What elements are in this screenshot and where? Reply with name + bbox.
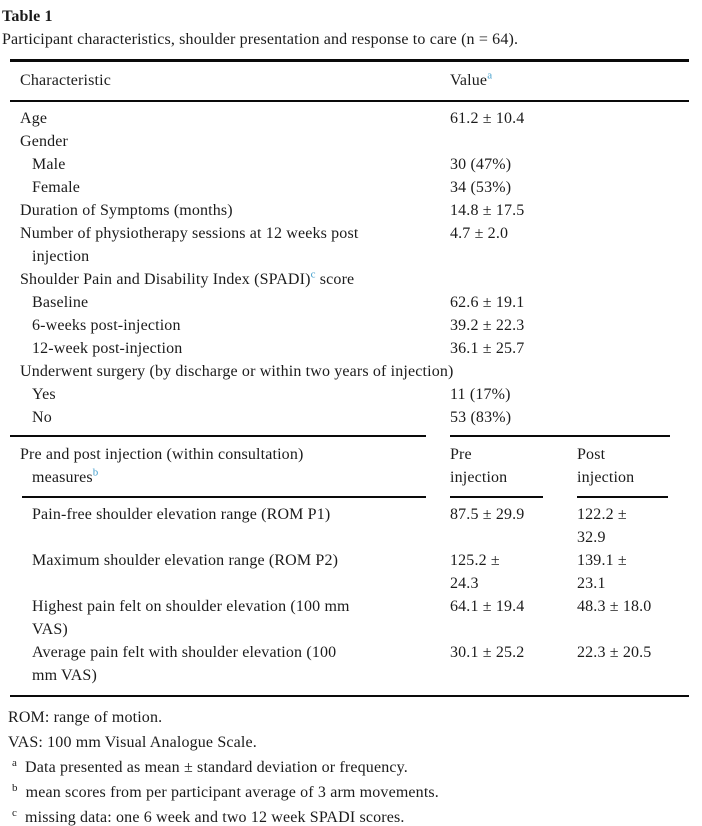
row-value-pre: 125.2 ± 24.3 bbox=[450, 551, 500, 592]
table-footnotes bbox=[8, 705, 702, 826]
table-header-row bbox=[10, 62, 689, 100]
row-label: No bbox=[32, 408, 52, 426]
row-value-pre: 30.1 ± 25.2 bbox=[450, 643, 525, 661]
row-label: Age bbox=[20, 109, 48, 127]
footnote-marker-b: b bbox=[12, 781, 18, 794]
table-row-rom-p2 bbox=[10, 549, 689, 595]
row-value: 14.8 ± 17.5 bbox=[450, 201, 525, 219]
footnote-b bbox=[12, 780, 702, 805]
column-header-value-label: Value bbox=[450, 71, 488, 89]
section2-header-text: Pre and post injection (within consultation) measures bbox=[20, 445, 304, 486]
row-value-post: 139.1 ± 23.1 bbox=[577, 551, 627, 592]
footnote-rom: ROM: range of motion. bbox=[8, 709, 163, 726]
table-row-surgery-no bbox=[10, 406, 689, 429]
table-row-spadi bbox=[10, 268, 689, 291]
rule-bottom bbox=[10, 695, 689, 698]
row-value-pre: 87.5 ± 29.9 bbox=[450, 505, 525, 523]
row-value: 53 (83%) bbox=[450, 408, 512, 426]
row-label: Female bbox=[32, 178, 80, 196]
section2-header-label bbox=[10, 443, 450, 489]
row-value: 62.6 ± 19.1 bbox=[450, 293, 525, 311]
footnote-c bbox=[12, 805, 702, 826]
column-header-characteristic-label: Characteristic bbox=[20, 71, 111, 89]
row-value: 36.1 ± 25.7 bbox=[450, 339, 525, 357]
row-label: Maximum shoulder elevation range (ROM P2) bbox=[32, 551, 339, 569]
row-label: Baseline bbox=[32, 293, 89, 311]
row-value-pre: 64.1 ± 19.4 bbox=[450, 597, 525, 615]
footnote-ref-b[interactable]: b bbox=[92, 466, 99, 479]
row-label: Duration of Symptoms (months) bbox=[20, 201, 233, 219]
row-label: 6-weeks post-injection bbox=[32, 316, 181, 334]
row-label-text: Shoulder Pain and Disability Index (SPADI) bbox=[20, 270, 311, 288]
row-label: Male bbox=[32, 155, 66, 173]
footnote-ref-a[interactable]: a bbox=[487, 69, 493, 82]
section1-body bbox=[10, 102, 689, 435]
table-caption: Participant characteristics, shoulder presentation and response to care (n = 64). bbox=[2, 31, 519, 48]
row-label: Pain-free shoulder elevation range (ROM P1) bbox=[32, 505, 331, 523]
footnote-vas: VAS: 100 mm Visual Analogue Scale. bbox=[8, 734, 257, 751]
footnote-ref-c[interactable]: c bbox=[310, 268, 316, 281]
table-row-spadi-12wk bbox=[10, 337, 689, 360]
row-label: Average pain felt with shoulder elevation (100 mm VAS) bbox=[32, 643, 337, 684]
table-row-spadi-baseline bbox=[10, 291, 689, 314]
footnote-b-text: mean scores from per participant average of 3 arm movements. bbox=[25, 784, 439, 801]
table-row-highest-pain bbox=[10, 595, 689, 641]
row-value: 39.2 ± 22.3 bbox=[450, 316, 525, 334]
row-value: 11 (17%) bbox=[450, 385, 511, 403]
footnote-marker-a: a bbox=[12, 756, 18, 769]
table-row-physio-sessions bbox=[10, 222, 689, 268]
footnote-marker-c: c bbox=[12, 806, 18, 819]
column-header-value bbox=[450, 69, 689, 92]
row-value: 4.7 ± 2.0 bbox=[450, 224, 509, 242]
row-value: 30 (47%) bbox=[450, 155, 512, 173]
row-value-post: 48.3 ± 18.0 bbox=[577, 597, 652, 615]
column-header-pre-injection: Pre injection bbox=[450, 445, 508, 486]
row-value-post: 122.2 ± 32.9 bbox=[577, 505, 627, 546]
row-value: 61.2 ± 10.4 bbox=[450, 109, 525, 127]
table bbox=[10, 59, 689, 697]
rule-mid bbox=[10, 435, 689, 437]
table-row-spadi-6wk bbox=[10, 314, 689, 337]
table-row-gender bbox=[10, 130, 689, 153]
row-label: Underwent surgery (by discharge or within two years of injection) bbox=[20, 362, 454, 380]
row-label bbox=[10, 268, 450, 291]
table-row-duration bbox=[10, 199, 689, 222]
table-caption-block bbox=[2, 0, 702, 51]
row-value-post: 22.3 ± 20.5 bbox=[577, 643, 652, 661]
footnote-a-text: Data presented as mean ± standard deviation or frequency. bbox=[25, 759, 408, 776]
column-header-characteristic bbox=[10, 69, 450, 92]
footnote-c-text: missing data: one 6 week and two 12 week SPADI scores. bbox=[25, 809, 405, 826]
table-row-rom-p1 bbox=[10, 503, 689, 549]
table-row-male bbox=[10, 153, 689, 176]
column-header-post-injection: Post injection bbox=[577, 445, 635, 486]
rule-under-section2-header bbox=[10, 496, 689, 498]
row-label: Number of physiotherapy sessions at 12 weeks post injection bbox=[20, 224, 359, 265]
table-row-surgery-yes bbox=[10, 383, 689, 406]
row-label: 12-week post-injection bbox=[32, 339, 183, 357]
table-row-average-pain bbox=[10, 641, 689, 687]
section2-header-row bbox=[10, 437, 689, 496]
row-value: 34 (53%) bbox=[450, 178, 512, 196]
row-label: Gender bbox=[20, 132, 68, 150]
table-row-age bbox=[10, 107, 689, 130]
section2-body bbox=[10, 498, 689, 695]
table-row-female bbox=[10, 176, 689, 199]
row-label-text-after: score bbox=[315, 270, 355, 288]
row-label: Highest pain felt on shoulder elevation (100 mm VAS) bbox=[32, 597, 350, 638]
table-number-label: Table 1 bbox=[2, 8, 53, 25]
row-label: Yes bbox=[32, 385, 56, 403]
footnote-a bbox=[12, 755, 702, 780]
table-row-surgery bbox=[10, 360, 689, 383]
